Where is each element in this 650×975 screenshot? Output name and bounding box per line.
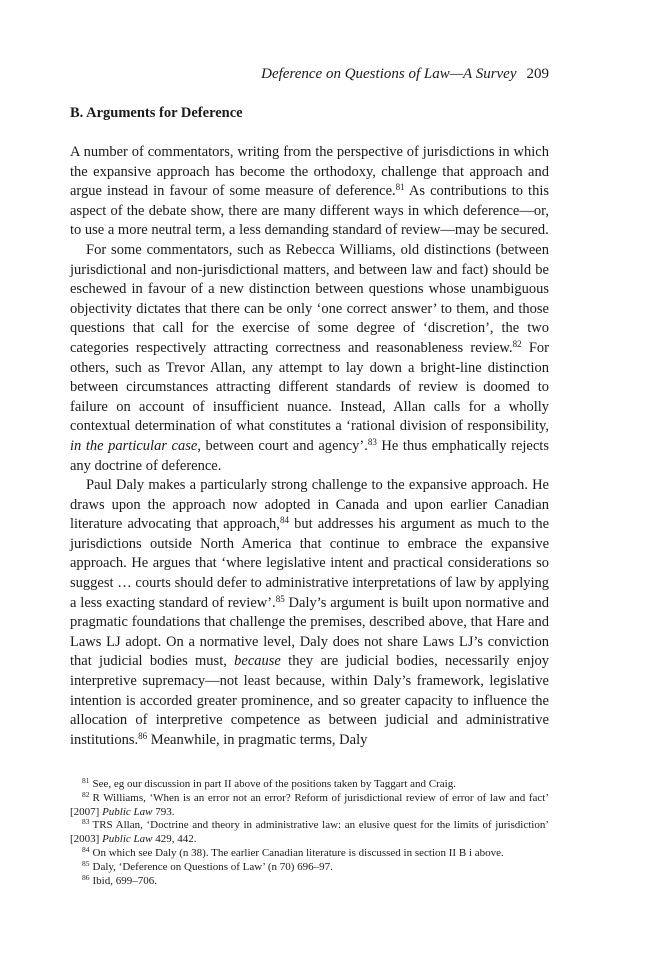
footnote-ref-83[interactable]: 83 <box>367 436 377 447</box>
footnote-text: On which see Daly (n 38). The earlier Canadian literature is discussed in section II B i above. <box>92 846 504 859</box>
footnote-86 <box>70 872 549 889</box>
footnote-text: 429, 442. <box>152 833 197 846</box>
emphasis-text: in the particular case <box>70 437 198 454</box>
footnote-83 <box>70 819 549 847</box>
page-number: 209 <box>526 66 549 82</box>
footnote-number: 81 <box>82 776 90 785</box>
section-heading: B. Arguments for Deference <box>70 105 243 121</box>
footnote-number: 86 <box>82 872 90 882</box>
footnote-85 <box>70 858 549 875</box>
body-text <box>70 143 549 750</box>
footnote-text: 793. <box>152 805 175 818</box>
footnote-ref-86[interactable]: 86 <box>138 730 148 741</box>
paragraph-text: but addresses his argument as much to the jurisdictions outside North America that continue to embrace the expansive approach. He argues that ‘where legislative intent and practical considerations so suggest … courts should defer to administrative interpretations of law by applying a less exacting standard of review’. <box>70 516 550 611</box>
footnote-number: 84 <box>82 844 90 854</box>
footnote-84 <box>70 844 549 861</box>
footnote-number: 85 <box>82 858 90 868</box>
paragraph-text: Meanwhile, in pragmatic terms, Daly <box>147 731 368 748</box>
footnote-text: See, eg our discussion in part II above of the positions taken by Taggart and Craig. <box>92 778 456 790</box>
paragraph-text: He thus emphatically rejects any doctrine of deference. <box>70 437 549 474</box>
running-header <box>70 66 549 83</box>
paragraph-text: For others, such as Trevor Allan, any attempt to lay down a bright-line distinction between circumstances attracting different standards of review is doomed to failure on account of insufficient nuance. Instead, Allan calls for a wholly contextual determination of what constitutes a ‘rational division of responsibility, <box>70 339 549 435</box>
paragraph-text: For some commentators, such as Rebecca Williams, old distinctions (between jurisdictional and non-jurisdictional matters, and between law and fact) should be eschewed in favour of a new distinction between questions whose unambiguous objectivity dictates that there can be only ‘one correct answer’ to them, and those questions that call for the exercise of some degree of ‘discretion’, the two categories respectively attracting correctness and reasonableness review. <box>70 241 549 356</box>
paragraph-3 <box>70 476 549 750</box>
paragraph-text: Paul Daly makes a particularly strong challenge to the expansive approach. He draws upon the approach now adopted in Canada and upon earlier Canadian literature advocating that approach, <box>70 477 549 533</box>
footnote-ref-81[interactable]: 81 <box>395 182 405 193</box>
running-title: Deference on Questions of Law—A Survey <box>261 66 517 82</box>
footnote-ref-82[interactable]: 82 <box>512 338 522 349</box>
paragraph-text: Daly’s argument is built upon normative and pragmatic foundations that challenge the premises, described above, that Hare and Laws LJ adopt. On a normative level, Daly does not share Laws LJ’s conviction that judicial bodies must, <box>70 594 549 670</box>
paragraph-text: they are judicial bodies, necessarily enjoy interpretive supremacy—not least because, within Daly’s framework, legislative intention is accorded greater prominence, and so greater capacity to influence the allocation of interpretive competence as between judicial and administrative institutions. <box>70 653 549 748</box>
paragraph-text: , between court and agency’. <box>197 437 368 454</box>
footnotes <box>70 778 549 888</box>
footnote-text: TRS Allan, ‘Doctrine and theory in administrative law: an elusive quest for the limits of jurisdiction’ [2003] <box>70 819 549 846</box>
emphasis-text: because <box>234 653 281 670</box>
footnote-82 <box>70 789 549 820</box>
journal-name: Public Law <box>102 833 153 846</box>
footnote-ref-84[interactable]: 84 <box>279 515 289 526</box>
footnote-text: Ibid, 699–706. <box>92 874 157 887</box>
footnote-81 <box>70 778 549 792</box>
footnote-number: 82 <box>82 789 90 799</box>
paragraph-text: As contributions to this aspect of the debate show, there are many different ways in which deference—or, to use a more neutral term, a less demanding standard of review—may be secured. <box>70 183 549 239</box>
paragraph-text: A number of commentators, writing from the perspective of jurisdictions in which the expansive approach has become the orthodoxy, challenge that approach and argue instead in favour of some measure of deference. <box>70 144 549 200</box>
footnote-text: R Williams, ‘When is an error not an error? Reform of jurisdictional review of error of law and fact’ [2007] <box>70 791 549 818</box>
paragraph-1 <box>70 143 549 241</box>
footnote-number: 83 <box>82 817 90 827</box>
journal-name: Public Law <box>102 805 153 818</box>
paragraph-2 <box>70 241 549 476</box>
footnote-text: Daly, ‘Deference on Questions of Law’ (n 70) 696–97. <box>92 860 333 873</box>
footnote-ref-85[interactable]: 85 <box>275 593 285 604</box>
